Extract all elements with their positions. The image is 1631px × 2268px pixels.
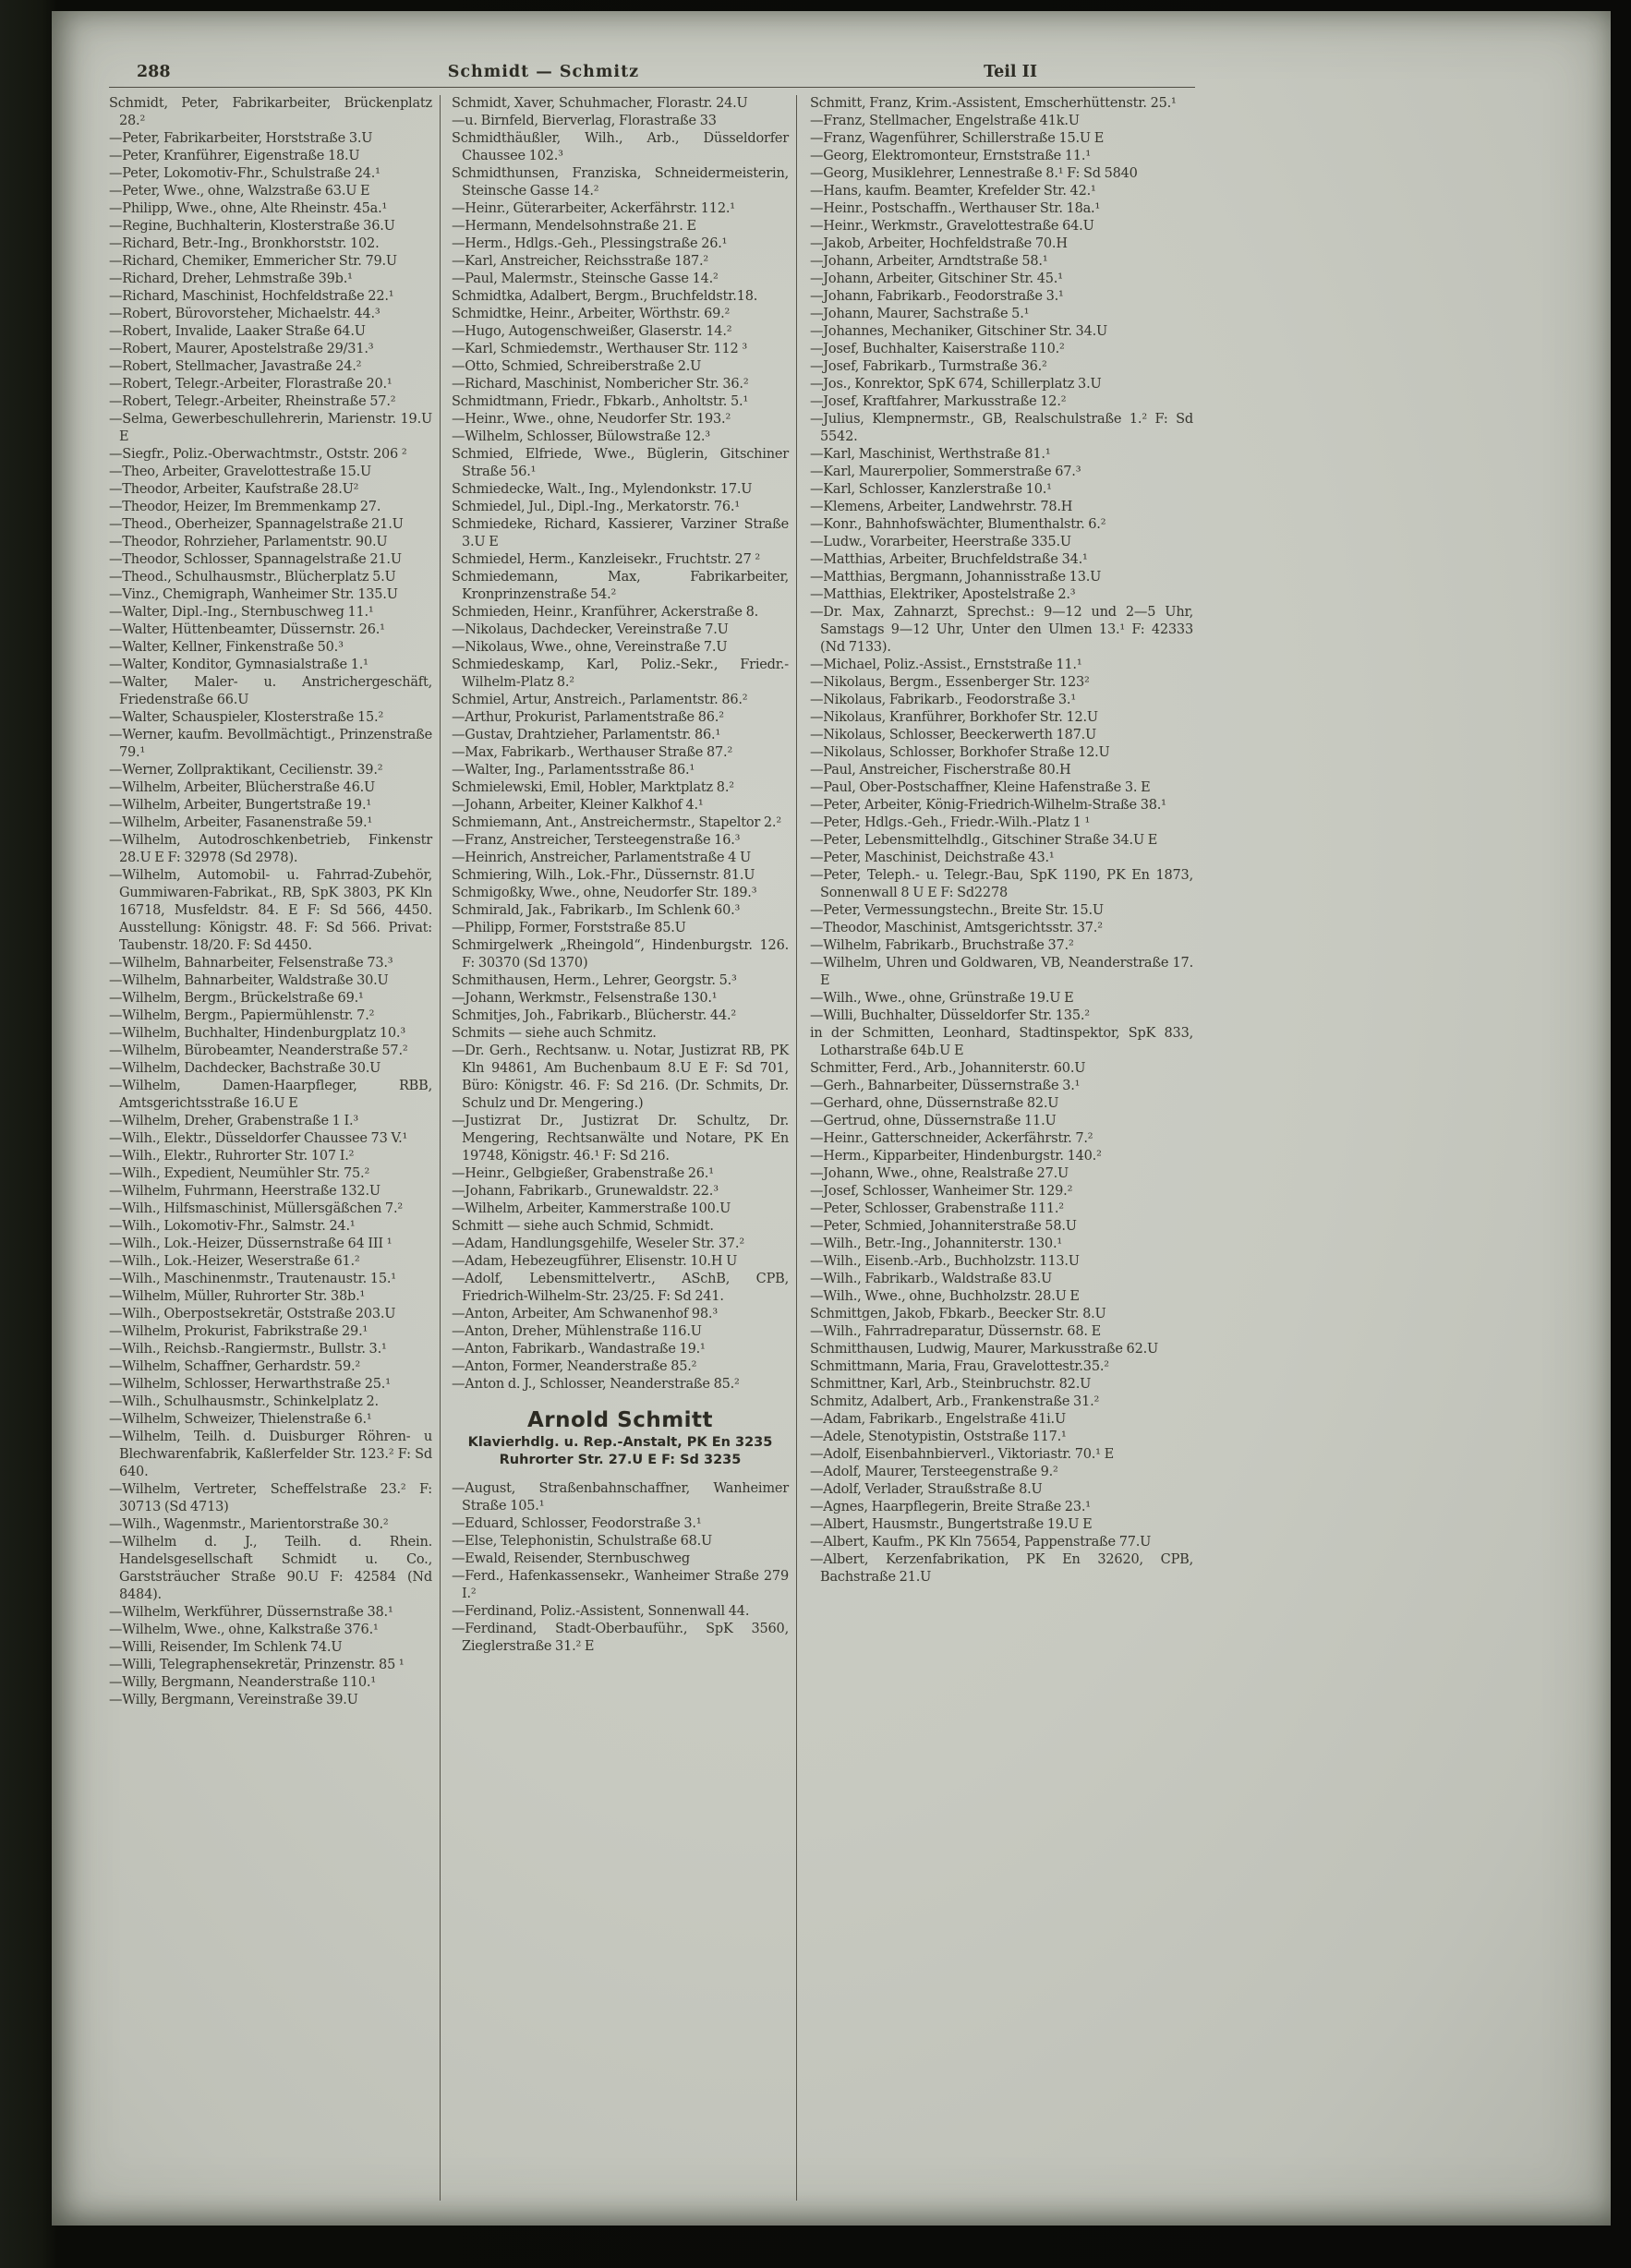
directory-entry: —Nikolaus, Bergm., Essenberger Str. 123²: [810, 675, 1090, 690]
directory-entry: —Franz, Anstreicher, Tersteegenstraße 16.³: [452, 833, 741, 848]
directory-entry: —Wilh., Fabrikarb., Waldstraße 83.U: [810, 1272, 1053, 1286]
directory-entry: —Peter, Arbeiter, König-Friedrich-Wilhelm-Straße 38.¹: [810, 798, 1166, 813]
directory-entry: —Wilh., Hilfsmaschinist, Müllersgäßchen 7.²: [109, 1201, 403, 1216]
directory-entry: —Wilhelm, Damen-Haarpfleger, RBB, Amtsgerichtsstraße 16.U E: [109, 1079, 432, 1111]
directory-entry: Schmiedecke, Walt., Ing., Mylendonkstr. 17.U: [452, 482, 753, 497]
directory-entry: —Adolf, Maurer, Tersteegenstraße 9.²: [810, 1465, 1058, 1479]
header-rule: [109, 87, 1195, 88]
directory-entry: —Willi, Buchhalter, Düsseldorfer Str. 135.²: [810, 1008, 1090, 1023]
directory-entry: —Willi, Telegraphensekretär, Prinzenstr. 85 ¹: [109, 1658, 405, 1672]
directory-entry: —Karl, Anstreicher, Reichsstraße 187.²: [452, 254, 709, 269]
directory-entry: —Matthias, Elektriker, Apostelstraße 2.³: [810, 587, 1076, 602]
directory-entry: —Albert, Kaufm., PK Kln 75654, Pappenstraße 77.U: [810, 1535, 1152, 1550]
directory-entry: Schmirgelwerk „Rheingold“, Hindenburgstr. 126. F: 30370 (Sd 1370): [452, 938, 789, 971]
directory-entry: —Gerhard, ohne, Düssernstraße 82.U: [810, 1096, 1059, 1111]
directory-entry: —Theod., Oberheizer, Spannagelstraße 21.U: [109, 517, 404, 532]
directory-entry: —Johann, Arbeiter, Gitschiner Str. 45.¹: [810, 271, 1063, 286]
directory-entry: —Nikolaus, Wwe., ohne, Vereinstraße 7.U: [452, 640, 728, 655]
directory-entry: —Wilhelm, Bergm., Papiermühlenstr. 7.²: [109, 1008, 375, 1023]
directory-entry: —Theodor, Heizer, Im Bremmenkamp 27.: [109, 500, 381, 514]
directory-entry: —Johann, Fabrikarb., Feodorstraße 3.¹: [810, 289, 1064, 304]
directory-entry: —Max, Fabrikarb., Werthauser Straße 87.²: [452, 745, 733, 760]
directory-entry: —Wilhelm, Fuhrmann, Heerstraße 132.U: [109, 1184, 381, 1199]
directory-entry: —Gerh., Bahnarbeiter, Düssernstraße 3.¹: [810, 1079, 1081, 1093]
directory-entry: —Wilhelm, Bahnarbeiter, Felsenstraße 73.³: [109, 956, 393, 971]
directory-entry: —Wilhelm, Arbeiter, Blücherstraße 46.U: [109, 780, 376, 795]
directory-entry: —Herm., Kipparbeiter, Hindenburgstr. 140.²: [810, 1149, 1102, 1164]
directory-entry: —Theodor, Rohrzieher, Parlamentstr. 90.U: [109, 535, 388, 549]
directory-entry: —Wilhelm, Arbeiter, Kammerstraße 100.U: [452, 1201, 731, 1216]
directory-entry: —Wilhelm, Bürobeamter, Neanderstraße 57.²: [109, 1044, 408, 1058]
directory-entry: —Johannes, Mechaniker, Gitschiner Str. 34.U: [810, 324, 1108, 339]
page-title: Schmidt — Schmitz: [447, 63, 640, 81]
directory-entry: —Peter, Wwe., ohne, Walzstraße 63.U E: [109, 184, 370, 199]
directory-entry: —Wilhelm, Werkführer, Düssernstraße 38.¹: [109, 1605, 393, 1620]
directory-entry: —Otto, Schmied, Schreiberstraße 2.U: [452, 359, 702, 374]
directory-entry: —Karl, Maurerpolier, Sommerstraße 67.³: [810, 464, 1081, 479]
directory-entry: Schmitt — siehe auch Schmid, Schmidt.: [452, 1219, 714, 1234]
directory-entry: —Anton, Former, Neanderstraße 85.²: [452, 1359, 697, 1374]
directory-entry: —Nikolaus, Fabrikarb., Feodorstraße 3.¹: [810, 693, 1076, 707]
directory-entry: Schmittner, Karl, Arb., Steinbruchstr. 82.U: [810, 1377, 1092, 1392]
directory-entry: —Walter, Schauspieler, Klosterstraße 15.²: [109, 710, 384, 725]
directory-entry: —Wilh., Fahrradreparatur, Düssernstr. 68. E: [810, 1324, 1101, 1339]
directory-entry: —Franz, Wagenführer, Schillerstraße 15.U E: [810, 131, 1105, 146]
directory-entry: —Anton, Fabrikarb., Wandastraße 19.¹: [452, 1342, 706, 1357]
directory-entry: —Ferd., Hafenkassensekr., Wanheimer Straße 279 I.²: [452, 1569, 789, 1601]
directory-entry: —Richard, Maschinist, Hochfeldstraße 22.¹: [109, 289, 394, 304]
directory-entry: —Adele, Stenotypistin, Oststraße 117.¹: [810, 1430, 1067, 1444]
directory-entry: —Peter, Schmied, Johanniterstraße 58.U: [810, 1219, 1077, 1234]
directory-entry: —Hermann, Mendelsohnstraße 21. E: [452, 219, 696, 234]
directory-entry: —Heinr., Gelbgießer, Grabenstraße 26.¹: [452, 1166, 714, 1181]
directory-entry: —Peter, Hdlgs.-Geh., Friedr.-Wilh.-Platz 1 ¹: [810, 815, 1091, 830]
directory-entry: —Wilhelm, Schlosser, Herwarthstraße 25.¹: [109, 1377, 391, 1392]
directory-entry: —Paul, Malermstr., Steinsche Gasse 14.²: [452, 271, 719, 286]
directory-entry: —Paul, Anstreicher, Fischerstraße 80.H: [810, 763, 1071, 778]
directory-entry: Schmiering, Wilh., Lok.-Fhr., Düssernstr. 81.U: [452, 868, 755, 883]
directory-entry: Schmiedemann, Max, Fabrikarbeiter, Kronprinzenstraße 54.²: [452, 570, 789, 602]
directory-entry: —Philipp, Wwe., ohne, Alte Rheinstr. 45a.¹: [109, 201, 388, 216]
directory-entry: —Selma, Gewerbeschullehrerin, Marienstr. 19.U E: [109, 412, 432, 444]
directory-entry: Schmidt, Xaver, Schuhmacher, Florastr. 24.U: [452, 96, 748, 111]
directory-entry: —Peter, Teleph.- u. Telegr.-Bau, SpK 1190, PK En 1873, Sonnenwall 8 U E F: Sd2278: [810, 868, 1193, 900]
directory-entry: —Wilh., Oberpostsekretär, Oststraße 203.U: [109, 1307, 396, 1321]
directory-entry: Schmitthausen, Ludwig, Maurer, Markusstraße 62.U: [810, 1342, 1159, 1357]
directory-entry: —Theo, Arbeiter, Gravelottestraße 15.U: [109, 464, 372, 479]
directory-entry: —Wilh., Expedient, Neumühler Str. 75.²: [109, 1166, 370, 1181]
directory-entry: —Theodor, Schlosser, Spannagelstraße 21.U: [109, 552, 402, 567]
directory-entry: —Adam, Hebezeugführer, Elisenstr. 10.H U: [452, 1254, 738, 1269]
directory-entry: Schmidtke, Heinr., Arbeiter, Wörthstr. 69.²: [452, 307, 731, 321]
directory-entry: —Adam, Handlungsgehilfe, Weseler Str. 37.²: [452, 1237, 744, 1251]
directory-entry: —Nikolaus, Dachdecker, Vereinstraße 7.U: [452, 622, 729, 637]
directory-entry: —Heinr., Gatterschneider, Ackerfährstr. 7.²: [810, 1131, 1093, 1146]
directory-entry: —Wilhelm, Vertreter, Scheffelstraße 23.² F: 30713 (Sd 4713): [109, 1482, 432, 1514]
directory-entry: —Wilhelm, Schaffner, Gerhardstr. 59.²: [109, 1359, 360, 1374]
directory-entry: —Nikolaus, Schlosser, Borkhofer Straße 12.U: [810, 745, 1110, 760]
directory-entry: —Nikolaus, Schlosser, Beeckerwerth 187.U: [810, 728, 1097, 742]
directory-entry: —Richard, Chemiker, Emmericher Str. 79.U: [109, 254, 397, 269]
directory-entry: —Karl, Schmiedemstr., Werthauser Str. 112 ³: [452, 342, 747, 356]
directory-entry: —Peter, Vermessungstechn., Breite Str. 15.U: [810, 903, 1104, 918]
directory-entry: —Ferdinand, Poliz.-Assistent, Sonnenwall 44.: [452, 1604, 750, 1619]
directory-entry: —Klemens, Arbeiter, Landwehrstr. 78.H: [810, 500, 1073, 514]
directory-entry: —Karl, Schlosser, Kanzlerstraße 10.¹: [810, 482, 1052, 497]
directory-entry: —Wilhelm, Schweizer, Thielenstraße 6.¹: [109, 1412, 372, 1427]
directory-entry: —Josef, Kraftfahrer, Markusstraße 12.²: [810, 394, 1067, 409]
directory-entry: —Heinrich, Anstreicher, Parlamentstraße 4 U: [452, 850, 752, 865]
directory-entry: —Wilh., Schulhausmstr., Schinkelplatz 2.: [109, 1394, 379, 1409]
directory-entry: Schmiedel, Jul., Dipl.-Ing., Merkatorstr. 76.¹: [452, 500, 740, 514]
directory-entry: —Willy, Bergmann, Neanderstraße 110.¹: [109, 1675, 376, 1690]
directory-entry: —Hugo, Autogenschweißer, Glaserstr. 14.²: [452, 324, 732, 339]
directory-entry: —Willy, Bergmann, Vereinstraße 39.U: [109, 1693, 358, 1707]
directory-entry: —Wilhelm, Arbeiter, Fasanenstraße 59.¹: [109, 815, 373, 830]
directory-entry: —Franz, Stellmacher, Engelstraße 41k.U: [810, 114, 1080, 128]
directory-entry: Schmittmann, Maria, Frau, Gravelottestr.35.²: [810, 1359, 1109, 1374]
directory-entry: —Walter, Kellner, Finkenstraße 50.³: [109, 640, 344, 655]
directory-entry: —Theodor, Maschinist, Amtsgerichtsstr. 37.²: [810, 921, 1103, 935]
directory-entry: —Adam, Fabrikarb., Engelstraße 41i.U: [810, 1412, 1066, 1427]
directory-entry: —u. Birnfeld, Bierverlag, Florastraße 33: [452, 114, 717, 128]
directory-entry: —Eduard, Schlosser, Feodorstraße 3.¹: [452, 1516, 702, 1531]
directory-entry: Schmidt, Peter, Fabrikarbeiter, Brückenplatz 28.²: [109, 96, 432, 128]
directory-entry: —Anton, Dreher, Mühlenstraße 116.U: [452, 1324, 702, 1339]
directory-entry: —Johann, Maurer, Sachstraße 5.¹: [810, 307, 1030, 321]
directory-entry: —Johann, Arbeiter, Kleiner Kalkhof 4.¹: [452, 798, 704, 813]
directory-entry: —Wilh., Betr.-Ing., Johanniterstr. 130.¹: [810, 1237, 1062, 1251]
directory-entry: —Theodor, Arbeiter, Kaufstraße 28.U²: [109, 482, 359, 497]
page-number: 288: [137, 63, 171, 81]
directory-entry: —Wilh., Wwe., ohne, Grünstraße 19.U E: [810, 991, 1074, 1006]
directory-entry: Schmits — siehe auch Schmitz.: [452, 1026, 657, 1041]
directory-entry: —Wilh., Eisenb.-Arb., Buchholzstr. 113.U: [810, 1254, 1080, 1269]
directory-entry: Schmitjes, Joh., Fabrikarb., Blücherstr. 44.²: [452, 1008, 736, 1023]
directory-entry: —Heinr., Wwe., ohne, Neudorfer Str. 193.²: [452, 412, 731, 427]
directory-entry: —Herm., Hdlgs.-Geh., Plessingstraße 26.¹: [452, 236, 728, 251]
directory-entry: Schmitter, Ferd., Arb., Johanniterstr. 60.U: [810, 1061, 1086, 1076]
directory-entry: —Dr. Gerh., Rechtsanw. u. Notar, Justizrat RB, PK Kln 94861, Am Buchenbaum 8.U E F: Sd 701, Büro: Königstr. 46. F: Sd 216. (Dr. Schmits, Dr. Schulz und Dr. Mengering.): [452, 1044, 789, 1111]
directory-entry: —Wilhelm, Automobil- u. Fahrrad-Zubehör, Gummiwaren-Fabrikat., RB, SpK 3803, PK Kln 16718, Musfeldstr. 84. E F: Sd 566, 4450. Ausstellung: Königstr. 48. F: Sd 566. Privat: Taubenstr. 18/20. F: Sd 4450.: [109, 868, 432, 953]
directory-entry: —Vinz., Chemigraph, Wanheimer Str. 135.U: [109, 587, 398, 602]
directory-entry: —Wilhelm, Bahnarbeiter, Waldstraße 30.U: [109, 973, 389, 988]
directory-entry: —Hans, kaufm. Beamter, Krefelder Str. 42.¹: [810, 184, 1096, 199]
directory-entry: —Josef, Buchhalter, Kaiserstraße 110.²: [810, 342, 1065, 356]
directory-entry: —Wilhelm, Teilh. d. Duisburger Röhren- u Blechwarenfabrik, Kaßlerfelder Str. 123.² F: Sd 640.: [109, 1430, 432, 1479]
directory-entry: —Wilhelm, Prokurist, Fabrikstraße 29.¹: [109, 1324, 368, 1339]
directory-entry: —Julius, Klempnermstr., GB, Realschulstraße 1.² F: Sd 5542.: [810, 412, 1193, 444]
directory-entry: —Johann, Wwe., ohne, Realstraße 27.U: [810, 1166, 1069, 1181]
directory-entry: —Theod., Schulhausmstr., Blücherplatz 5.U: [109, 570, 396, 585]
directory-entry: —Else, Telephonistin, Schulstraße 68.U: [452, 1534, 713, 1549]
directory-entry: —Adolf, Verlader, Straußstraße 8.U: [810, 1482, 1043, 1497]
directory-entry: —Matthias, Arbeiter, Bruchfeldstraße 34.¹: [810, 552, 1088, 567]
directory-entry: —Georg, Musiklehrer, Lennestraße 8.¹ F: Sd 5840: [810, 166, 1138, 181]
directory-entry: —Albert, Kerzenfabrikation, PK En 32620, CPB, Bachstraße 21.U: [810, 1552, 1193, 1585]
directory-entry: —Ferdinand, Stadt-Oberbauführ., SpK 3560, Zieglerstraße 31.² E: [452, 1622, 789, 1654]
directory-entry: —Justizrat Dr., Justizrat Dr. Schultz, Dr. Mengering, Rechtsanwälte und Notare, PK En 19748, Königstr. 46.¹ F: Sd 216.: [452, 1114, 789, 1164]
directory-entry: —Johann, Fabrikarb., Grunewaldstr. 22.³: [452, 1184, 719, 1199]
directory-entry: —Heinr., Güterarbeiter, Ackerfährstr. 112.¹: [452, 201, 735, 216]
directory-entry: —Josef, Schlosser, Wanheimer Str. 129.²: [810, 1184, 1073, 1199]
page-header: [109, 63, 1195, 85]
directory-entry: —Wilhelm, Arbeiter, Bungertstraße 19.¹: [109, 798, 371, 813]
directory-entry: —Wilhelm, Dreher, Grabenstraße 1 I.³: [109, 1114, 359, 1128]
directory-entry: Schmidthunsen, Franziska, Schneidermeisterin, Steinsche Gasse 14.²: [452, 166, 789, 199]
directory-entry: —Peter, Fabrikarbeiter, Horststraße 3.U: [109, 131, 373, 146]
directory-entry: Schmielewski, Emil, Hobler, Marktplatz 8.²: [452, 780, 734, 795]
directory-entry: —Albert, Hausmstr., Bungertstraße 19.U E: [810, 1517, 1093, 1532]
directory-entry: —Werner, Zollpraktikant, Cecilienstr. 39.²: [109, 763, 383, 778]
directory-entry: Schmied, Elfriede, Wwe., Büglerin, Gitschiner Straße 56.¹: [452, 447, 789, 479]
directory-columns: [109, 95, 1195, 2201]
directory-entry: —Walter, Ing., Parlamentsstraße 86.¹: [452, 763, 695, 778]
directory-entry: —Wilhelm, Wwe., ohne, Kalkstraße 376.¹: [109, 1623, 379, 1637]
column-3: [796, 95, 1193, 2201]
ad-line-2: Ruhrorter Str. 27.U E F: Sd 3235: [499, 1453, 742, 1467]
directory-entry: —Walter, Hüttenbeamter, Düssernstr. 26.¹: [109, 622, 385, 637]
directory-entry: —Johann, Arbeiter, Arndtstraße 58.¹: [810, 254, 1048, 269]
page-part: Teil II: [984, 63, 1038, 81]
directory-entry: in der Schmitten, Leonhard, Stadtinspektor, SpK 833, Lotharstraße 64b.U E: [810, 1026, 1193, 1058]
directory-entry: Schmigoßky, Wwe., ohne, Neudorfer Str. 189.³: [452, 886, 757, 900]
directory-entry: —Robert, Invalide, Laaker Straße 64.U: [109, 324, 366, 339]
directory-entry: —Georg, Elektromonteur, Ernststraße 11.¹: [810, 149, 1091, 163]
directory-entry: —Wilh., Wwe., ohne, Buchholzstr. 28.U E: [810, 1289, 1080, 1304]
directory-entry: —Walter, Dipl.-Ing., Sternbuschweg 11.¹: [109, 605, 374, 620]
directory-entry: —Robert, Maurer, Apostelstraße 29/31.³: [109, 342, 374, 356]
print-area: [109, 63, 1195, 2214]
directory-entry: Schmieden, Heinr., Kranführer, Ackerstraße 8.: [452, 605, 759, 620]
directory-entry: —Wilh., Wagenmstr., Marientorstraße 30.²: [109, 1517, 389, 1532]
directory-entry: —Matthias, Bergmann, Johannisstraße 13.U: [810, 570, 1102, 585]
directory-entry: —Josef, Fabrikarb., Turmstraße 36.²: [810, 359, 1047, 374]
directory-entry: Schmiedel, Herm., Kanzleisekr., Fruchtstr. 27 ²: [452, 552, 761, 567]
directory-entry: —Anton, Arbeiter, Am Schwanenhof 98.³: [452, 1307, 718, 1321]
directory-entry: —Heinr., Postschaffn., Werthauser Str. 18a.¹: [810, 201, 1101, 216]
ad-name: Arnold Schmitt: [526, 1408, 714, 1432]
directory-entry: —Karl, Maschinist, Werthstraße 81.¹: [810, 447, 1051, 462]
directory-entry: —Robert, Stellmacher, Javastraße 24.²: [109, 359, 362, 374]
directory-entry: —Regine, Buchhalterin, Klosterstraße 36.U: [109, 219, 395, 234]
ad-line-1: Klavierhdlg. u. Rep.-Anstalt, PK En 3235: [467, 1435, 773, 1450]
directory-entry: Schmittgen, Jakob, Fbkarb., Beecker Str. 8.U: [810, 1307, 1106, 1321]
directory-entry: —Ludw., Vorarbeiter, Heerstraße 335.U: [810, 535, 1071, 549]
directory-entry: —Willi, Reisender, Im Schlenk 74.U: [109, 1640, 343, 1655]
directory-entry: —Gertrud, ohne, Düssernstraße 11.U: [810, 1114, 1057, 1128]
directory-entry: —Adolf, Eisenbahnbierverl., Viktoriastr. 70.¹ E: [810, 1447, 1114, 1462]
directory-entry: —Jakob, Arbeiter, Hochfeldstraße 70.H: [810, 236, 1068, 251]
directory-entry: —Wilhelm d. J., Teilh. d. Rhein. Handelsgesellschaft Schmidt u. Co., Garststräucher Straße 90.U F: 42584 (Nd 8484).: [109, 1535, 432, 1602]
directory-entry: —Peter, Lokomotiv-Fhr., Schulstraße 24.¹: [109, 166, 381, 181]
directory-entry: —Wilhelm, Schlosser, Bülowstraße 12.³: [452, 429, 710, 444]
directory-entry: —Siegfr., Poliz.-Oberwachtmstr., Oststr. 206 ²: [109, 447, 407, 462]
directory-entry: —Richard, Betr.-Ing., Bronkhorststr. 102.: [109, 236, 380, 251]
directory-entry: —Peter, Kranführer, Eigenstraße 18.U: [109, 149, 360, 163]
directory-entry: Schmidtka, Adalbert, Bergm., Bruchfeldstr.18.: [452, 289, 758, 304]
directory-entry: —Wilhelm, Buchhalter, Hindenburgplatz 10.³: [109, 1026, 405, 1041]
directory-entry: —Konr., Bahnhofswächter, Blumenthalstr. 6.²: [810, 517, 1106, 532]
directory-entry: —Agnes, Haarpflegerin, Breite Straße 23.¹: [810, 1500, 1091, 1514]
directory-entry: Schmirald, Jak., Fabrikarb., Im Schlenk 60.³: [452, 903, 741, 918]
column-2: [440, 95, 796, 2201]
directory-entry: —Johann, Werkmstr., Felsenstraße 130.¹: [452, 991, 718, 1006]
directory-entry: —August, Straßenbahnschaffner, Wanheimer Straße 105.¹: [452, 1481, 789, 1514]
directory-entry: —Werner, kaufm. Bevollmächtigt., Prinzenstraße 79.¹: [109, 728, 432, 760]
directory-entry: Schmiedeke, Richard, Kassierer, Varziner Straße 3.U E: [452, 517, 789, 549]
directory-entry: —Wilhelm, Autodroschkenbetrieb, Finkenstr 28.U E F: 32978 (Sd 2978).: [109, 833, 432, 865]
directory-entry: Schmidtmann, Friedr., Fbkarb., Anholtstr. 5.¹: [452, 394, 749, 409]
directory-entry: —Robert, Bürovorsteher, Michaelstr. 44.³: [109, 307, 381, 321]
column-1: [109, 95, 440, 2201]
directory-entry: —Wilhelm, Fabrikarb., Bruchstraße 37.²: [810, 938, 1074, 953]
directory-entry: —Heinr., Werkmstr., Gravelottestraße 64.U: [810, 219, 1094, 234]
directory-entry: Schmiedeskamp, Karl, Poliz.-Sekr., Friedr.-Wilhelm-Platz 8.²: [452, 657, 789, 690]
directory-entry: —Wilhelm, Uhren und Goldwaren, VB, Neanderstraße 17. E: [810, 956, 1193, 988]
directory-entry: —Walter, Maler- u. Anstrichergeschäft, Friedenstraße 66.U: [109, 675, 432, 707]
directory-entry: —Gustav, Drahtzieher, Parlamentstr. 86.¹: [452, 728, 721, 742]
scanned-page: [52, 11, 1611, 2226]
directory-entry: —Adolf, Lebensmittelvertr., ASchB, CPB, Friedrich-Wilhelm-Str. 23/25. F: Sd 241.: [452, 1272, 789, 1304]
directory-entry: Schmitz, Adalbert, Arb., Frankenstraße 31.²: [810, 1394, 1100, 1409]
directory-entry: —Michael, Poliz.-Assist., Ernststraße 11.¹: [810, 657, 1082, 672]
directory-entry: Schmithausen, Herm., Lehrer, Georgstr. 5.³: [452, 973, 737, 988]
directory-entry: —Wilhelm, Dachdecker, Bachstraße 30.U: [109, 1061, 381, 1076]
directory-entry: Schmiemann, Ant., Anstreichermstr., Stapeltor 2.²: [452, 815, 781, 830]
directory-entry: —Dr. Max, Zahnarzt, Sprechst.: 9—12 und 2—5 Uhr, Samstags 9—12 Uhr, Unter den Ulmen 13.¹ F: 42333 (Nd 7133).: [810, 605, 1193, 655]
directory-entry: —Nikolaus, Kranführer, Borkhofer Str. 12.U: [810, 710, 1098, 725]
directory-entry: —Wilh., Elektr., Ruhrorter Str. 107 I.²: [109, 1149, 355, 1164]
directory-entry: —Anton d. J., Schlosser, Neanderstraße 85.²: [452, 1377, 740, 1392]
directory-entry: —Wilhelm, Bergm., Brückelstraße 69.¹: [109, 991, 364, 1006]
directory-entry: Schmitt, Franz, Krim.-Assistent, Emscherhüttenstr. 25.¹: [810, 96, 1177, 111]
directory-entry: Schmiel, Artur, Anstreich., Parlamentstr. 86.²: [452, 693, 748, 707]
directory-entry: —Wilh., Elektr., Düsseldorfer Chaussee 73 V.¹: [109, 1131, 408, 1146]
directory-entry: —Robert, Telegr.-Arbeiter, Florastraße 20.¹: [109, 377, 393, 392]
directory-entry: —Wilh., Lokomotiv-Fhr., Salmstr. 24.¹: [109, 1219, 356, 1234]
directory-entry: —Peter, Schlosser, Grabenstraße 111.²: [810, 1201, 1064, 1216]
directory-entry: —Richard, Maschinist, Nombericher Str. 36.²: [452, 377, 749, 392]
directory-entry: —Paul, Ober-Postschaffner, Kleine Hafenstraße 3. E: [810, 780, 1151, 795]
directory-entry: —Wilh., Maschinenmstr., Trautenaustr. 15.¹: [109, 1272, 396, 1286]
directory-entry: —Peter, Lebensmittelhdlg., Gitschiner Straße 34.U E: [810, 833, 1158, 848]
directory-entry: —Jos., Konrektor, SpK 674, Schillerplatz 3.U: [810, 377, 1102, 392]
directory-entry: —Richard, Dreher, Lehmstraße 39b.¹: [109, 271, 353, 286]
directory-entry: —Walter, Konditor, Gymnasialstraße 1.¹: [109, 657, 368, 672]
directory-entry: —Robert, Telegr.-Arbeiter, Rheinstraße 57.²: [109, 394, 396, 409]
directory-entry: —Arthur, Prokurist, Parlamentstraße 86.²: [452, 710, 724, 725]
directory-entry: —Wilh., Reichsb.-Rangiermstr., Bullstr. 3.¹: [109, 1342, 387, 1357]
ad-arnold-schmitt: [452, 1408, 789, 1469]
directory-entry: —Wilhelm, Müller, Ruhrorter Str. 38b.¹: [109, 1289, 366, 1304]
directory-entry: Schmidthäußler, Wilh., Arb., Düsseldorfer Chaussee 102.³: [452, 131, 789, 163]
directory-entry: —Ewald, Reisender, Sternbuschweg: [452, 1551, 691, 1566]
directory-entry: —Philipp, Former, Forststraße 85.U: [452, 921, 686, 935]
directory-entry: —Wilh., Lok.-Heizer, Düssernstraße 64 III ¹: [109, 1237, 393, 1251]
directory-entry: —Wilh., Lok.-Heizer, Weserstraße 61.²: [109, 1254, 360, 1269]
directory-entry: —Peter, Maschinist, Deichstraße 43.¹: [810, 850, 1055, 865]
